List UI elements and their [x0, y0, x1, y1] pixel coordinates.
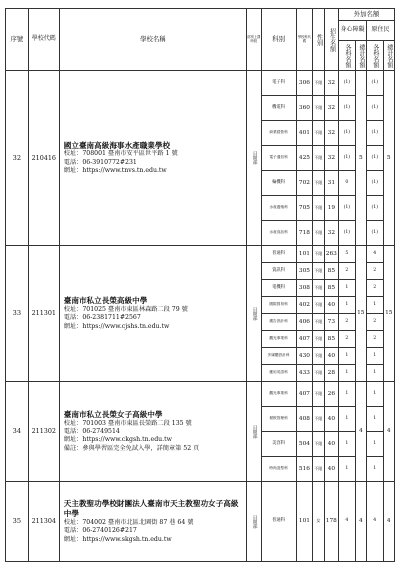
dept-disabled-quota: 0	[339, 171, 356, 196]
school-phone: 電話：06-2749514	[63, 428, 120, 436]
school-indigenous-total: 15	[383, 246, 394, 382]
dept-code: 433	[296, 365, 313, 382]
dept-sex: 不限	[313, 407, 324, 432]
school-website: 網址：https://www.ckgsh.tn.edu.tw	[63, 436, 172, 444]
dept-sex: 不限	[313, 171, 324, 196]
school-disabled-total: 5	[355, 71, 366, 246]
dept-disabled-quota: 1	[339, 382, 356, 407]
school-unit-label: 日間部	[252, 306, 258, 321]
school-code: 211302	[28, 382, 59, 482]
dept-quota: 263	[324, 246, 338, 263]
dept-code: 504	[296, 432, 313, 457]
school-unit-label: 日間部	[252, 514, 258, 529]
dept-quota: 32	[324, 71, 338, 96]
dept-name: 多媒體設計科	[261, 348, 296, 365]
dept-name: 觀光事業科	[261, 382, 296, 407]
header-extra: 外加名額	[339, 9, 395, 21]
dept-sex: 女	[313, 482, 324, 562]
dept-quota: 28	[324, 365, 338, 382]
dept-disabled-quota: 2	[339, 331, 356, 348]
dept-quota: 73	[324, 314, 338, 331]
school-address: 校址：701003 臺南市東區長榮路二段 135 號	[63, 419, 192, 427]
dept-indigenous-quota: 1	[366, 457, 383, 482]
dept-code: 360	[296, 96, 313, 121]
school-address: 校址：701025 臺南市東區林森路二段 79 號	[63, 305, 188, 313]
dept-name: 電子科	[261, 71, 296, 96]
school-name: 國立臺南高級海事水產職業學校	[63, 140, 171, 150]
header-sex: 性別	[313, 9, 324, 71]
dept-name: 廣告設計科	[261, 314, 296, 331]
dept-disabled-quota: (1)	[339, 96, 356, 121]
dept-indigenous-quota: 1	[366, 348, 383, 365]
dept-disabled-quota: 1	[339, 407, 356, 432]
dept-sex: 不限	[313, 457, 324, 482]
dept-code: 516	[296, 457, 313, 482]
school-unit	[247, 382, 261, 482]
school-phone: 電話：06-2381711#2567	[63, 314, 141, 322]
dept-name: 觀光事業科	[261, 331, 296, 348]
school-phone: 電話：06-2740126#217	[63, 527, 137, 535]
dept-sex: 不限	[313, 432, 324, 457]
school-disabled-total: 4	[355, 382, 366, 482]
dept-quota: 26	[324, 382, 338, 407]
dept-sex: 不限	[313, 246, 324, 263]
school-unit	[247, 71, 261, 246]
school-info	[59, 382, 246, 482]
dept-code: 101	[296, 246, 313, 263]
dept-disabled-quota: 1	[339, 280, 356, 297]
dept-code: 705	[296, 196, 313, 221]
dept-quota: 32	[324, 121, 338, 146]
dept-code: 101	[296, 482, 313, 562]
school-seq: 34	[6, 382, 29, 482]
dept-disabled-quota: 1	[339, 348, 356, 365]
dept-quota: 178	[324, 482, 338, 562]
school-info	[59, 71, 246, 246]
dept-indigenous-quota: (1)	[366, 71, 383, 96]
dept-quota: 85	[324, 280, 338, 297]
table-row	[6, 246, 395, 263]
dept-code: 408	[296, 407, 313, 432]
dept-code: 407	[296, 331, 313, 348]
school-name: 臺南市私立長榮女子高級中學	[63, 409, 163, 419]
dept-name: 普通科	[261, 482, 296, 562]
dept-indigenous-quota: 1	[366, 297, 383, 314]
header-code: 學校代碼	[28, 9, 59, 71]
school-unit	[247, 482, 261, 562]
dept-disabled-quota: (1)	[339, 196, 356, 221]
dept-indigenous-quota: (1)	[366, 96, 383, 121]
dept-quota: 40	[324, 457, 338, 482]
dept-disabled-quota: 1	[339, 365, 356, 382]
school-website: 網址：https://www.cjshs.tn.edu.tw	[63, 322, 170, 330]
dept-indigenous-quota: 1	[366, 365, 383, 382]
dept-code: 702	[296, 171, 313, 196]
header-ind-total: 總計名額	[383, 41, 394, 71]
table-row	[6, 382, 395, 407]
school-info	[59, 246, 246, 382]
dept-name: 應用英語科	[261, 365, 296, 382]
dept-code: 305	[296, 263, 313, 280]
school-indigenous-total: 4	[383, 482, 394, 562]
dept-code: 430	[296, 348, 313, 365]
school-indigenous-total: 4	[383, 382, 394, 482]
dept-indigenous-quota: 2	[366, 331, 383, 348]
dept-indigenous-quota: 2	[366, 314, 383, 331]
dept-sex: 不限	[313, 280, 324, 297]
dept-sex: 不限	[313, 297, 324, 314]
dept-disabled-quota: (1)	[339, 71, 356, 96]
school-disabled-total: 4	[355, 482, 366, 562]
dept-name: 水產養殖科	[261, 196, 296, 221]
school-website: 網址：https://www.skgsh.tn.edu.tw	[63, 535, 172, 543]
dept-sex: 不限	[313, 331, 324, 348]
school-name: 天主教聖功學校財團法人臺南市天主教聖功女子高級中學	[63, 499, 239, 518]
header-unit: 部別上課時段	[247, 9, 261, 71]
dept-name: 時尚造型科	[261, 457, 296, 482]
dept-quota: 40	[324, 407, 338, 432]
dept-disabled-quota: 1	[339, 297, 356, 314]
header-deptcode: 學校科代碼	[296, 9, 313, 71]
header-indigenous: 原住民	[366, 21, 394, 41]
table-row	[6, 482, 395, 562]
dept-sex: 不限	[313, 121, 324, 146]
dept-code: 425	[296, 146, 313, 171]
dept-indigenous-quota: (1)	[366, 146, 383, 171]
dept-disabled-quota: 2	[339, 263, 356, 280]
header-name: 學校名稱	[59, 9, 246, 71]
school-unit	[247, 246, 261, 382]
dept-name: 美容科	[261, 432, 296, 457]
school-info	[59, 482, 246, 562]
dept-code: 306	[296, 71, 313, 96]
school-note: 備註：參與學習區完全免試入學，詳簡章第 52 頁	[63, 444, 200, 452]
dept-code: 718	[296, 221, 313, 246]
dept-sex: 不限	[313, 382, 324, 407]
school-seq: 33	[6, 246, 29, 382]
dept-sex: 不限	[313, 314, 324, 331]
school-seq: 35	[6, 482, 29, 562]
school-unit-label: 日間部	[252, 424, 258, 439]
dept-name: 商業經營科	[261, 121, 296, 146]
dept-code: 407	[296, 382, 313, 407]
dept-quota: 85	[324, 331, 338, 348]
dept-quota: 40	[324, 348, 338, 365]
dept-sex: 不限	[313, 71, 324, 96]
dept-indigenous-quota: 2	[366, 263, 383, 280]
dept-sex: 不限	[313, 221, 324, 246]
dept-quota: 32	[324, 146, 338, 171]
header-ind-each: 各科名額	[366, 41, 383, 71]
header-dis-total: 總計名額	[355, 41, 366, 71]
dept-indigenous-quota: (1)	[366, 196, 383, 221]
dept-indigenous-quota: (1)	[366, 221, 383, 246]
dept-disabled-quota: 4	[339, 482, 356, 562]
dept-name: 電機科	[261, 280, 296, 297]
school-indigenous-total: 5	[383, 71, 394, 246]
dept-name: 餐飲管理科	[261, 407, 296, 432]
dept-indigenous-quota: 1	[366, 432, 383, 457]
dept-disabled-quota: (1)	[339, 121, 356, 146]
admission-table	[5, 8, 395, 562]
dept-indigenous-quota: 1	[366, 382, 383, 407]
dept-code: 406	[296, 314, 313, 331]
dept-quota: 85	[324, 263, 338, 280]
school-seq: 32	[6, 71, 29, 246]
school-code: 210416	[28, 71, 59, 246]
dept-disabled-quota: 2	[339, 314, 356, 331]
school-code: 211301	[28, 246, 59, 382]
dept-disabled-quota: 1	[339, 432, 356, 457]
dept-name: 國際貿易科	[261, 297, 296, 314]
dept-quota: 32	[324, 221, 338, 246]
dept-disabled-quota: (1)	[339, 146, 356, 171]
dept-code: 402	[296, 297, 313, 314]
dept-name: 普通科	[261, 246, 296, 263]
dept-indigenous-quota: (1)	[366, 171, 383, 196]
dept-name: 輪機科	[261, 171, 296, 196]
dept-disabled-quota: 1	[339, 457, 356, 482]
header-quota: 招生名額	[324, 9, 338, 71]
dept-indigenous-quota: 4	[366, 246, 383, 263]
header-dis-each: 各科名額	[339, 41, 356, 71]
dept-indigenous-quota: (1)	[366, 121, 383, 146]
dept-quota: 40	[324, 297, 338, 314]
dept-name: 電子通信科	[261, 146, 296, 171]
dept-name: 機電科	[261, 96, 296, 121]
dept-name: 資訊科	[261, 263, 296, 280]
dept-quota: 19	[324, 196, 338, 221]
dept-disabled-quota: 5	[339, 246, 356, 263]
dept-indigenous-quota: 4	[366, 482, 383, 562]
header-seq: 序號	[6, 9, 29, 71]
header-dept: 科別	[261, 9, 296, 71]
dept-quota: 31	[324, 171, 338, 196]
dept-sex: 不限	[313, 146, 324, 171]
school-name: 臺南市私立長榮高級中學	[63, 296, 148, 306]
table-row	[6, 71, 395, 96]
school-disabled-total: 15	[355, 246, 366, 382]
school-website: 網址：https://www.tnvs.tn.edu.tw	[63, 167, 167, 175]
dept-sex: 不限	[313, 196, 324, 221]
dept-sex: 不限	[313, 263, 324, 280]
dept-disabled-quota: (1)	[339, 221, 356, 246]
dept-quota: 40	[324, 432, 338, 457]
dept-sex: 不限	[313, 96, 324, 121]
dept-indigenous-quota: 1	[366, 407, 383, 432]
dept-name: 水產食品科	[261, 221, 296, 246]
dept-sex: 不限	[313, 365, 324, 382]
header-disabled: 身心障礙	[339, 21, 367, 41]
school-code: 211304	[28, 482, 59, 562]
school-address: 校址：708001 臺南市安平區世平路 1 號	[63, 150, 178, 158]
table-body	[6, 71, 395, 562]
school-address: 校址：704002 臺南市北區北園街 87 巷 64 號	[63, 518, 194, 526]
dept-code: 308	[296, 280, 313, 297]
dept-sex: 不限	[313, 348, 324, 365]
school-unit-label: 日間部	[252, 151, 258, 165]
dept-quota: 32	[324, 96, 338, 121]
dept-code: 401	[296, 121, 313, 146]
school-phone: 電話：06-3910772#231	[63, 158, 137, 166]
dept-indigenous-quota: 2	[366, 280, 383, 297]
